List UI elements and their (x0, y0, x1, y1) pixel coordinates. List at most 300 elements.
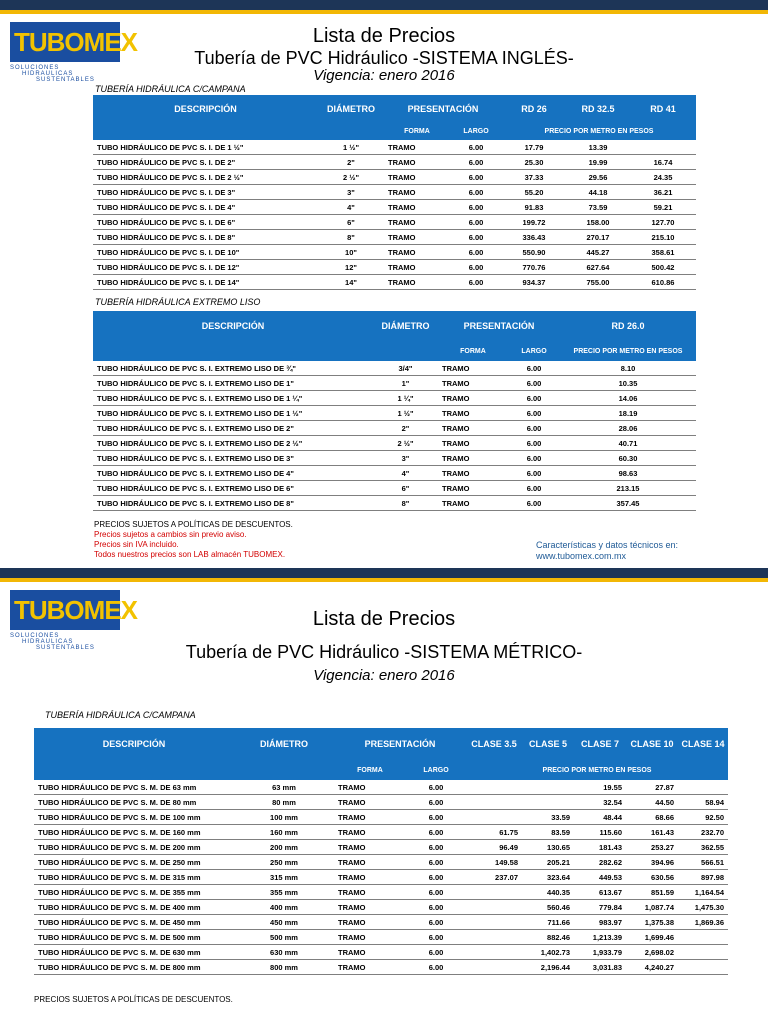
table-cell: 58.94 (678, 795, 728, 810)
row-description: TUBO HIDRÁULICO DE PVC S. M. DE 200 mm (34, 840, 234, 855)
table-cell: 6.00 (406, 945, 466, 960)
col-header-presentation: PRESENTACIÓN (438, 311, 560, 341)
table-cell: 500 mm (234, 930, 334, 945)
row-description: TUBO HIDRÁULICO DE PVC S. M. DE 160 mm (34, 825, 234, 840)
table-row (93, 391, 696, 406)
table-cell: 6.00 (450, 200, 502, 215)
logo-tagline-1: SOLUCIONES (10, 65, 60, 71)
price-table-ingles-extremo-liso (93, 311, 696, 511)
col-subheader-empty (234, 760, 334, 780)
col-header-description: DESCRIPCIÓN (93, 311, 373, 341)
col-header-clase5: CLASE 5 (522, 728, 574, 760)
table-cell: 3" (318, 185, 384, 200)
table-cell: 8" (373, 496, 438, 511)
logo-brand: TUBOMEX (10, 22, 120, 62)
table-cell: 59.21 (630, 200, 696, 215)
table-cell: 1 ½" (373, 406, 438, 421)
table-cell: 882.46 (522, 930, 574, 945)
table-row (93, 200, 696, 215)
table-cell: 28.06 (560, 421, 696, 436)
table-row (93, 496, 696, 511)
row-description: TUBO HIDRÁULICO DE PVC S. I. DE 1 ½" (93, 140, 318, 155)
page-title: Lista de Precios (312, 608, 456, 630)
table-row (34, 960, 728, 975)
note-price-changes: Precios sujetos a cambios sin previo aviso. (94, 530, 247, 539)
page-title: Lista de Precios (312, 25, 456, 47)
row-description: TUBO HIDRÁULICO DE PVC S. M. DE 400 mm (34, 900, 234, 915)
table-cell: 92.50 (678, 810, 728, 825)
table-cell: 3,031.83 (574, 960, 626, 975)
table-cell: 934.37 (502, 275, 566, 290)
col-header-rd32: RD 32.5 (566, 95, 630, 122)
table-cell: TRAMO (384, 170, 450, 185)
table-cell: 851.59 (626, 885, 678, 900)
table-cell (466, 900, 522, 915)
col-subheader-largo: LARGO (406, 760, 466, 780)
table-cell: 755.00 (566, 275, 630, 290)
table-cell: 560.46 (522, 900, 574, 915)
table-row (93, 361, 696, 376)
table-cell (466, 960, 522, 975)
table-cell: TRAMO (384, 260, 450, 275)
row-description: TUBO HIDRÁULICO DE PVC S. I. EXTREMO LISO DE 1 ½" (93, 406, 373, 421)
table-cell: 270.17 (566, 230, 630, 245)
col-header-presentation: PRESENTACIÓN (384, 95, 502, 122)
logo-tagline-2: HIDRAULICAS (22, 639, 74, 645)
table-cell: 6.00 (508, 481, 560, 496)
table-cell: TRAMO (438, 421, 508, 436)
table-cell: TRAMO (384, 230, 450, 245)
section-label-extremo-liso: TUBERÍA HIDRÁULICA EXTREMO LISO (95, 297, 261, 307)
table-row (34, 780, 728, 795)
table-cell: 130.65 (522, 840, 574, 855)
table-cell: TRAMO (334, 840, 406, 855)
row-description: TUBO HIDRÁULICO DE PVC S. M. DE 63 mm (34, 780, 234, 795)
table-cell: TRAMO (334, 945, 406, 960)
table-cell: 19.99 (566, 155, 630, 170)
col-header-presentation: PRESENTACIÓN (334, 728, 466, 760)
table-cell: 400 mm (234, 900, 334, 915)
table-row (34, 945, 728, 960)
table-cell: 14.06 (560, 391, 696, 406)
table-cell: TRAMO (384, 245, 450, 260)
table-row (34, 795, 728, 810)
col-subheader-forma: FORMA (384, 122, 450, 140)
row-description: TUBO HIDRÁULICO DE PVC S. I. EXTREMO LISO DE 2 ½" (93, 436, 373, 451)
table-cell: 1,933.79 (574, 945, 626, 960)
table-cell: 10.35 (560, 376, 696, 391)
section-label-campana: TUBERÍA HIDRÁULICA C/CAMPANA (95, 84, 246, 94)
row-description: TUBO HIDRÁULICO DE PVC S. I. DE 14" (93, 275, 318, 290)
table-cell: 1,402.73 (522, 945, 574, 960)
table-row (93, 140, 696, 155)
table-row (93, 451, 696, 466)
table-cell: TRAMO (334, 960, 406, 975)
table-cell: 213.15 (560, 481, 696, 496)
row-description: TUBO HIDRÁULICO DE PVC S. I. EXTREMO LISO DE 6" (93, 481, 373, 496)
table-cell: 711.66 (522, 915, 574, 930)
table-row (93, 155, 696, 170)
table-cell: 29.56 (566, 170, 630, 185)
col-subheader-forma: FORMA (438, 341, 508, 361)
table-cell: 91.83 (502, 200, 566, 215)
row-description: TUBO HIDRÁULICO DE PVC S. I. DE 12" (93, 260, 318, 275)
table-cell: TRAMO (334, 855, 406, 870)
table-cell: 1,375.38 (626, 915, 678, 930)
table-cell: 237.07 (466, 870, 522, 885)
logo-tagline-3: SUSTENTABLES (36, 645, 95, 651)
table-cell: 362.55 (678, 840, 728, 855)
table-cell: 8.10 (560, 361, 696, 376)
table-cell: 1,213.39 (574, 930, 626, 945)
table-row (93, 170, 696, 185)
col-subheader-forma: FORMA (334, 760, 406, 780)
table-cell: 394.96 (626, 855, 678, 870)
table-cell (466, 795, 522, 810)
col-subheader-price-per-meter: PRECIO POR METRO EN PESOS (560, 341, 696, 361)
table-row (34, 840, 728, 855)
table-cell: TRAMO (384, 215, 450, 230)
table-cell: TRAMO (438, 451, 508, 466)
table-row (93, 481, 696, 496)
page-subtitle: Tubería de PVC Hidráulico -SISTEMA MÉTRICO- (185, 642, 583, 662)
tech-info-text: Características y datos técnicos en: (536, 540, 679, 550)
col-header-clase14: CLASE 14 (678, 728, 728, 760)
table-cell: 6.00 (450, 275, 502, 290)
table-cell: 6.00 (406, 900, 466, 915)
table-cell: 6.00 (508, 466, 560, 481)
row-description: TUBO HIDRÁULICO DE PVC S. M. DE 800 mm (34, 960, 234, 975)
table-cell: 6.00 (450, 155, 502, 170)
table-cell: 2,196.44 (522, 960, 574, 975)
table-cell: 6.00 (450, 260, 502, 275)
table-cell: 4" (373, 466, 438, 481)
row-description: TUBO HIDRÁULICO DE PVC S. M. DE 355 mm (34, 885, 234, 900)
table-cell: 6.00 (406, 870, 466, 885)
table-cell: 17.79 (502, 140, 566, 155)
table-cell: 440.35 (522, 885, 574, 900)
table-body (93, 140, 696, 290)
table-cell: 6.00 (450, 245, 502, 260)
table-cell (466, 930, 522, 945)
table-cell: 44.18 (566, 185, 630, 200)
table-cell: TRAMO (438, 376, 508, 391)
table-cell: 83.59 (522, 825, 574, 840)
table-cell: 336.43 (502, 230, 566, 245)
table-cell: 6.00 (508, 451, 560, 466)
table-cell: 63 mm (234, 780, 334, 795)
row-description: TUBO HIDRÁULICO DE PVC S. M. DE 500 mm (34, 930, 234, 945)
table-cell: TRAMO (334, 885, 406, 900)
table-cell: 6.00 (406, 930, 466, 945)
row-description: TUBO HIDRÁULICO DE PVC S. I. EXTREMO LISO DE 8" (93, 496, 373, 511)
table-cell: TRAMO (334, 870, 406, 885)
row-description: TUBO HIDRÁULICO DE PVC S. M. DE 80 mm (34, 795, 234, 810)
table-cell: 232.70 (678, 825, 728, 840)
table-cell: 6.00 (508, 436, 560, 451)
table-cell: 630.56 (626, 870, 678, 885)
table-cell: TRAMO (334, 900, 406, 915)
col-header-clase10: CLASE 10 (626, 728, 678, 760)
note-discounts: PRECIOS SUJETOS A POLÍTICAS DE DESCUENTOS. (94, 520, 293, 529)
table-cell: 19.55 (574, 780, 626, 795)
col-subheader-empty (93, 341, 373, 361)
table-cell: 2" (373, 421, 438, 436)
table-cell: 1,869.36 (678, 915, 728, 930)
table-cell: 6" (373, 481, 438, 496)
logo-tagline-3: SUSTENTABLES (36, 77, 95, 83)
table-cell: 60.30 (560, 451, 696, 466)
table-cell: 6.00 (406, 960, 466, 975)
note-discounts: PRECIOS SUJETOS A POLÍTICAS DE DESCUENTOS. (34, 995, 233, 1004)
table-row (34, 915, 728, 930)
col-header-diameter: DIÁMETRO (373, 311, 438, 341)
col-header-clase7: CLASE 7 (574, 728, 626, 760)
table-row (93, 376, 696, 391)
tech-info-url[interactable]: www.tubomex.com.mx (536, 551, 627, 561)
table-cell: 550.90 (502, 245, 566, 260)
table-cell: 323.64 (522, 870, 574, 885)
table-cell (522, 780, 574, 795)
table-cell: TRAMO (334, 915, 406, 930)
col-header-rd41: RD 41 (630, 95, 696, 122)
table-cell: 6.00 (508, 496, 560, 511)
table-cell: 6.00 (508, 391, 560, 406)
row-description: TUBO HIDRÁULICO DE PVC S. I. EXTREMO LISO DE 3" (93, 451, 373, 466)
table-cell: 6.00 (450, 230, 502, 245)
row-description: TUBO HIDRÁULICO DE PVC S. I. DE 2" (93, 155, 318, 170)
col-header-diameter: DIÁMETRO (234, 728, 334, 760)
table-cell: TRAMO (438, 361, 508, 376)
col-header-rd26: RD 26.0 (560, 311, 696, 341)
table-row (34, 870, 728, 885)
table-cell: 181.43 (574, 840, 626, 855)
table-cell: 55.20 (502, 185, 566, 200)
section-label-campana: TUBERÍA HIDRÁULICA C/CAMPANA (45, 710, 196, 720)
row-description: TUBO HIDRÁULICO DE PVC S. I. DE 10" (93, 245, 318, 260)
table-cell (630, 140, 696, 155)
table-cell: 450 mm (234, 915, 334, 930)
row-description: TUBO HIDRÁULICO DE PVC S. I. DE 3" (93, 185, 318, 200)
table-row (34, 930, 728, 945)
col-subheader-empty (34, 760, 234, 780)
table-cell: 200 mm (234, 840, 334, 855)
table-cell: 6.00 (406, 795, 466, 810)
table-cell: 160 mm (234, 825, 334, 840)
table-cell: 68.66 (626, 810, 678, 825)
validity: Vigencia: enero 2016 (313, 67, 455, 84)
table-cell: TRAMO (334, 825, 406, 840)
table-cell: 2 ½" (373, 436, 438, 451)
row-description: TUBO HIDRÁULICO DE PVC S. I. EXTREMO LISO DE ¾" (93, 361, 373, 376)
col-header-clase35: CLASE 3.5 (466, 728, 522, 760)
row-description: TUBO HIDRÁULICO DE PVC S. M. DE 250 mm (34, 855, 234, 870)
table-cell: 500.42 (630, 260, 696, 275)
table-cell: 250 mm (234, 855, 334, 870)
logo-brand: TUBOMEX (10, 590, 120, 630)
table-cell: 127.70 (630, 215, 696, 230)
row-description: TUBO HIDRÁULICO DE PVC S. M. DE 450 mm (34, 915, 234, 930)
table-cell: 10" (318, 245, 384, 260)
table-row (34, 810, 728, 825)
table-cell (466, 945, 522, 960)
row-description: TUBO HIDRÁULICO DE PVC S. I. EXTREMO LISO DE 4" (93, 466, 373, 481)
table-cell: 610.86 (630, 275, 696, 290)
table-row (93, 260, 696, 275)
table-cell: 80 mm (234, 795, 334, 810)
table-cell: 36.21 (630, 185, 696, 200)
table-cell: 8" (318, 230, 384, 245)
notes-block (34, 995, 233, 1005)
col-subheader-largo: LARGO (508, 341, 560, 361)
table-cell: 199.72 (502, 215, 566, 230)
table-cell (678, 930, 728, 945)
separator-bar-gold (0, 578, 768, 582)
logo-tagline-2: HIDRAULICAS (22, 71, 74, 77)
table-cell (466, 885, 522, 900)
table-cell: TRAMO (438, 496, 508, 511)
table-cell: 1,164.54 (678, 885, 728, 900)
row-description: TUBO HIDRÁULICO DE PVC S. I. DE 4" (93, 200, 318, 215)
price-table-ingles-campana (93, 95, 696, 290)
table-cell: 6.00 (406, 840, 466, 855)
table-cell: 2 ½" (318, 170, 384, 185)
notes-block (94, 520, 293, 560)
row-description: TUBO HIDRÁULICO DE PVC S. I. DE 8" (93, 230, 318, 245)
table-cell: TRAMO (438, 391, 508, 406)
col-subheader-empty (318, 122, 384, 140)
table-cell: 6.00 (450, 215, 502, 230)
table-cell: 12" (318, 260, 384, 275)
table-cell: 6.00 (508, 406, 560, 421)
table-row (34, 885, 728, 900)
table-cell: TRAMO (334, 810, 406, 825)
table-row (34, 855, 728, 870)
table-row (93, 275, 696, 290)
table-cell: 61.75 (466, 825, 522, 840)
table-cell: TRAMO (438, 466, 508, 481)
table-row (93, 245, 696, 260)
table-cell: 1,087.74 (626, 900, 678, 915)
table-cell: TRAMO (384, 275, 450, 290)
table-cell: 779.84 (574, 900, 626, 915)
table-cell: 357.45 (560, 496, 696, 511)
table-cell: 6" (318, 215, 384, 230)
table-cell: 2,698.02 (626, 945, 678, 960)
separator-bar-navy (0, 568, 768, 578)
table-cell: 24.35 (630, 170, 696, 185)
col-header-rd26: RD 26 (502, 95, 566, 122)
table-body (34, 780, 728, 975)
table-cell: 627.64 (566, 260, 630, 275)
table-cell: 449.53 (574, 870, 626, 885)
table-cell: 1" (373, 376, 438, 391)
table-cell: 1 ¼" (373, 391, 438, 406)
table-cell: 6.00 (406, 810, 466, 825)
page-subtitle: Tubería de PVC Hidráulico -SISTEMA INGLÉS- (194, 48, 574, 68)
table-body (93, 361, 696, 511)
table-cell: 1,475.30 (678, 900, 728, 915)
table-cell: 37.33 (502, 170, 566, 185)
table-cell (466, 915, 522, 930)
table-cell: 6.00 (406, 855, 466, 870)
price-table-metrico-campana (34, 728, 728, 975)
table-cell: TRAMO (384, 185, 450, 200)
note-lab: Todos nuestros precios son LAB almacén TUBOMEX. (94, 550, 286, 559)
col-subheader-price-per-meter: PRECIO POR METRO EN PESOS (466, 760, 728, 780)
table-cell: 98.63 (560, 466, 696, 481)
table-cell: 445.27 (566, 245, 630, 260)
top-bar-gold (0, 10, 768, 14)
table-cell (678, 960, 728, 975)
table-cell: TRAMO (384, 155, 450, 170)
table-cell: TRAMO (384, 200, 450, 215)
table-cell: 4,240.27 (626, 960, 678, 975)
table-cell: 897.98 (678, 870, 728, 885)
table-cell: 613.67 (574, 885, 626, 900)
table-cell (678, 945, 728, 960)
table-cell: 33.59 (522, 810, 574, 825)
table-cell: TRAMO (438, 406, 508, 421)
table-cell: TRAMO (438, 481, 508, 496)
table-cell: 315 mm (234, 870, 334, 885)
table-row (34, 900, 728, 915)
table-cell: 48.44 (574, 810, 626, 825)
table-cell: 6.00 (508, 421, 560, 436)
tech-info (536, 540, 678, 562)
table-cell: 358.61 (630, 245, 696, 260)
table-cell: 282.62 (574, 855, 626, 870)
table-cell: 6.00 (508, 361, 560, 376)
table-row (93, 436, 696, 451)
col-header-description: DESCRIPCIÓN (93, 95, 318, 122)
table-cell: 25.30 (502, 155, 566, 170)
table-cell: 14" (318, 275, 384, 290)
table-row (93, 185, 696, 200)
row-description: TUBO HIDRÁULICO DE PVC S. M. DE 315 mm (34, 870, 234, 885)
table-cell: 205.21 (522, 855, 574, 870)
row-description: TUBO HIDRÁULICO DE PVC S. I. EXTREMO LISO DE 1 ¼" (93, 391, 373, 406)
table-row (93, 230, 696, 245)
col-header-description: DESCRIPCIÓN (34, 728, 234, 760)
row-description: TUBO HIDRÁULICO DE PVC S. I. EXTREMO LISO DE 2" (93, 421, 373, 436)
table-cell: 4" (318, 200, 384, 215)
table-cell: 40.71 (560, 436, 696, 451)
col-header-diameter: DIÁMETRO (318, 95, 384, 122)
table-cell: 27.87 (626, 780, 678, 795)
row-description: TUBO HIDRÁULICO DE PVC S. I. EXTREMO LISO DE 1" (93, 376, 373, 391)
col-subheader-empty (373, 341, 438, 361)
table-row (93, 406, 696, 421)
table-cell: 13.39 (566, 140, 630, 155)
table-cell: 6.00 (450, 140, 502, 155)
table-cell (466, 810, 522, 825)
table-cell: 1,699.46 (626, 930, 678, 945)
table-cell: 983.97 (574, 915, 626, 930)
table-cell: 630 mm (234, 945, 334, 960)
col-subheader-empty (93, 122, 318, 140)
top-bar-navy (0, 0, 768, 10)
table-cell: TRAMO (334, 930, 406, 945)
table-cell (522, 795, 574, 810)
table-cell: 6.00 (406, 825, 466, 840)
table-cell: 158.00 (566, 215, 630, 230)
table-cell: 6.00 (406, 915, 466, 930)
table-cell: 3/4" (373, 361, 438, 376)
table-cell: 6.00 (508, 376, 560, 391)
col-subheader-largo: LARGO (450, 122, 502, 140)
table-cell: 800 mm (234, 960, 334, 975)
